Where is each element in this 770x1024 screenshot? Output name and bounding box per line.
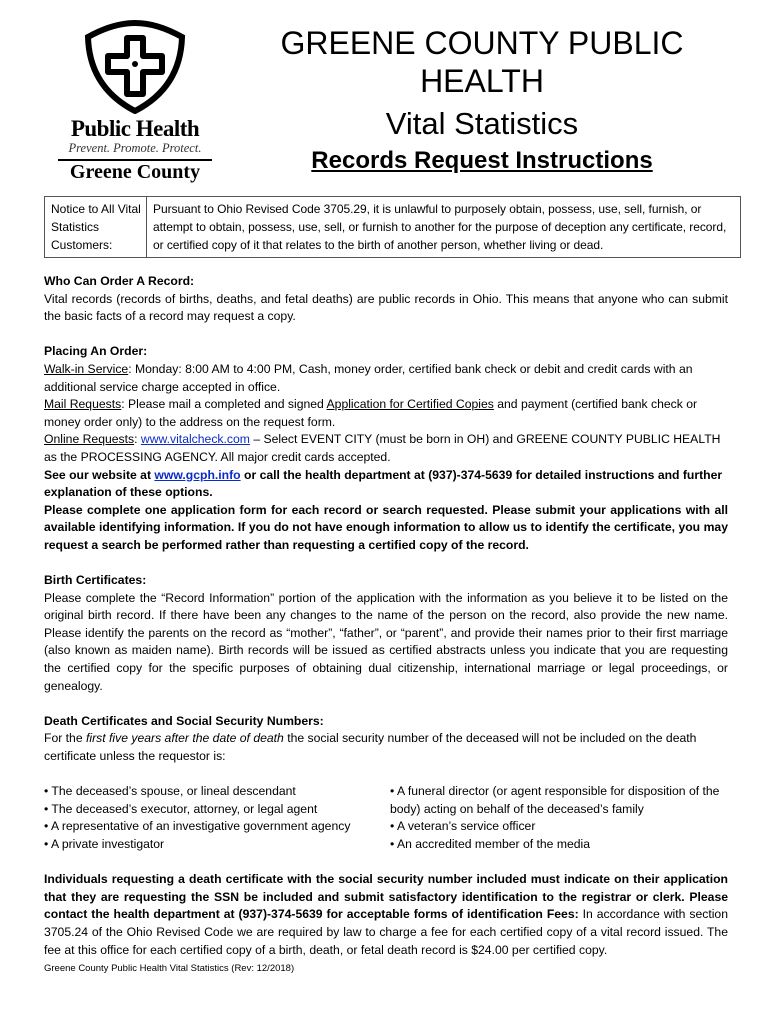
death-text-italic: first five years after the date of death (86, 731, 284, 746)
online-label: Online Requests (44, 432, 135, 447)
list-item: • A private investigator (44, 837, 165, 851)
title-line1: GREENE COUNTY PUBLIC (280, 25, 684, 61)
list-item: • A veteran’s service officer (390, 819, 536, 834)
mail-text2: and payment (certified bank check or money order only) to the address on the request form. (44, 397, 698, 429)
shield-cross-icon (82, 20, 188, 114)
gcph-link[interactable]: www.gcph.info (154, 467, 241, 482)
bullet-column-left (44, 783, 390, 853)
application-link[interactable]: Application for Certified Copies (326, 397, 494, 412)
walkin-label: Walk-in Service (44, 361, 129, 376)
mail-text1: : Please mail a completed and signed (121, 397, 327, 412)
title-vital-statistics: Vital Statistics (385, 106, 579, 141)
bullet-column-right (390, 783, 728, 853)
complete-text: Please complete one application form for each record or search requested. Please submit your applications with all available identifying information. If you do not have enough information to allow us to identify the certificate, you may request a search be performed rather than requesting a certified copy of the record. (44, 502, 728, 552)
online-sep: : (134, 432, 141, 447)
requestor-bullet-columns (44, 783, 728, 853)
mail-paragraph (44, 396, 728, 431)
death-paragraph (44, 730, 728, 765)
mail-label: Mail Requests (44, 397, 122, 412)
website-text2: or call the health department at (937)-374-5639 for detailed instructions and further explanation of these options. (44, 467, 723, 500)
footer-revision: Greene County Public Health Vital Statistics (Rev: 12/2018) (44, 963, 295, 974)
list-item: • The deceased’s spouse, or lineal descendant (44, 784, 296, 799)
logo-county: Greene County (69, 161, 201, 183)
birth-text: Please complete the “Record Information” portion of the application with the information as you believe it to be listed on the original birth record. If there have been any changes to the name of the person on the record, also provide the new name. Please identify the parents on the record as “mother”, “father”, or “parent”, and provide their names prior to their first marriage (also known as maiden name). Birth records will be issued as certified abstracts unless you indicate that you are requesting the certified copy for the specific purposes of obtaining dual citizenship, international marriage or legal proceedings, or genealogy. (44, 590, 728, 693)
notice-label: Notice to All Vital Statistics Customers: (45, 197, 147, 258)
logo-tagline: Prevent. Promote. Protect. (68, 141, 202, 155)
document-body (44, 273, 728, 959)
death-text-after: the social security number of the deceased will not be included on the death certificate unless the requestor is: (44, 731, 697, 764)
notice-text: Pursuant to Ohio Revised Code 3705.29, it is unlawful to purposely obtain, possess, use, sell, furnish, or attempt to obtain, possess, use, sell, or furnish to another for the purpose of deception any certificate, record, or certified copy of it that relates to the birth of another person, whether living or dead. (147, 197, 741, 258)
website-paragraph (44, 467, 728, 502)
fees-text: In accordance with section 3705.24 of the Ohio Revised Code we are required by law to charge a fee for each certified copy of a vital record issued. The fee at this office for each certified copy of a birth, death, or fetal death record is $24.00 per certified copy. (44, 907, 728, 957)
notice-row (45, 197, 741, 258)
list-item: • The deceased’s executor, attorney, or legal agent (44, 801, 318, 816)
death-text-before: For the (44, 731, 86, 746)
title-records-request: Records Request Instructions (311, 147, 653, 174)
online-paragraph (44, 431, 728, 466)
who-heading: Who Can Order A Record: (44, 274, 195, 288)
public-health-logo (50, 20, 220, 185)
logo-name: Public Health (70, 116, 200, 141)
ssn-fees-paragraph (44, 871, 728, 959)
death-heading: Death Certificates and Social Security Numbers: (44, 713, 324, 728)
ssn-bold-text: Individuals requesting a death certificate with the social security number included must indicate on their application that they are requesting the SSN be included and submit satisfactory identification to the registrar or clerk. Please contact the health department at (937)-374-5639 for acceptable forms of identification Fees: (44, 872, 728, 922)
website-text1: See our website at (44, 467, 155, 482)
who-text: Vital records (records of births, deaths, and fetal deaths) are public records in Ohio. This means that anyone who can submit the basic facts of a record may request a copy. (44, 291, 728, 324)
vitalcheck-link[interactable]: www.vitalcheck.com (140, 432, 250, 447)
list-item: • A funeral director (or agent responsible for disposition of the body) acting on behalf of the deceased’s family (390, 784, 720, 816)
list-item: • A representative of an investigative government agency (44, 819, 351, 834)
title-line1-2 (232, 24, 732, 100)
placing-heading: Placing An Order: (44, 344, 148, 359)
walkin-paragraph (44, 361, 728, 396)
list-item: • An accredited member of the media (390, 837, 591, 851)
title-line2: HEALTH (420, 63, 544, 99)
walkin-text: : Monday: 8:00 AM to 4:00 PM, Cash, money order, certified bank check or debit and credit cards with an additional service charge accepted in office. (44, 361, 693, 394)
complete-paragraph (44, 502, 728, 555)
birth-heading: Birth Certificates: (44, 573, 147, 588)
online-text: – Select EVENT CITY (must be born in OH) and GREENE COUNTY PUBLIC HEALTH as the PROCESSING AGENCY. All major credit cards accepted. (44, 432, 721, 464)
notice-table (44, 196, 741, 258)
